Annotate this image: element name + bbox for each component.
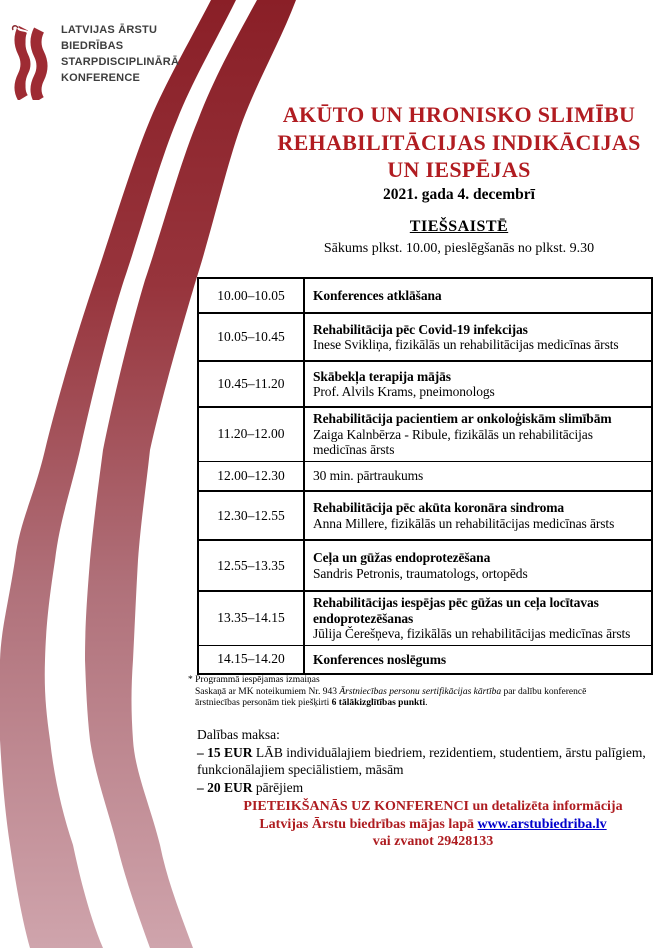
fees-heading: Dalības maksa: (197, 727, 280, 742)
logo-text-line: KONFERENCE (61, 72, 141, 84)
session-speaker: Anna Millere, fizikālās un rehabilitācijas medicīnas ārsts (313, 515, 615, 531)
session-cell (304, 645, 652, 674)
time-cell: 12.55–13.35 (198, 540, 304, 591)
logo-mark-icon (8, 16, 54, 100)
organization-logo (8, 16, 179, 100)
credit-points: 6 tālākizglītības punkti (331, 698, 426, 708)
fee-amount: – 20 EUR (197, 779, 253, 795)
logo-text-line: BIEDRĪBAS (61, 40, 124, 52)
session-cell (304, 461, 652, 491)
time-cell: 10.00–10.05 (198, 278, 304, 313)
schedule-row (198, 361, 652, 407)
title-line-1: AKŪTO UN HRONISKO SLIMĪBU (282, 102, 636, 127)
registration-line-2: Latvijas Ārstu biedrības mājas lapā www.arstubiedriba.lv (259, 816, 607, 832)
footnote-line-2: Saskaņā ar MK noteikumiem Nr. 943 Ārstniecības personu sertifikācijas kārtība par dalību konferencē (195, 686, 587, 697)
logo-text-line: STARPDISCIPLINĀRĀ (61, 56, 180, 68)
fees-section (197, 726, 649, 796)
schedule-row (198, 591, 652, 645)
session-speaker: Zaiga Kalnbērza - Ribule, fizikālās un rehabilitācijas medicīnas ārsts (313, 426, 593, 457)
schedule-row (198, 278, 652, 313)
start-info: Sākums plkst. 10.00, pieslēgšanās no plkst. 9.30 (323, 241, 595, 256)
session-title: Konferences atklāšana (313, 287, 442, 303)
program-footnote (188, 675, 662, 710)
registration-line-1: PIETEIKŠANĀS UZ KONFERENCI un detalizēta informācija (243, 799, 623, 814)
session-title: Rehabilitācija pēc akūta koronāra sindroma (313, 500, 565, 515)
fee-item-members: – 15 EUR LĀB individuālajiem biedriem, rezidentiem, studentiem, ārstu palīgiem, funkcionālajiem speciālistiem, māsām (197, 744, 646, 777)
title-line-2: REHABILITĀCIJAS INDIKĀCIJAS (277, 129, 641, 155)
session-title: Ceļa un gūžas endoprotezēšana (313, 550, 491, 565)
page-title (252, 101, 666, 184)
time-cell: 14.15–14.20 (198, 645, 304, 674)
session-speaker: Prof. Alvils Krams, pneimonologs (313, 384, 495, 399)
time-cell: 12.30–12.55 (198, 491, 304, 540)
session-speaker: Inese Svikliņa, fizikālās un rehabilitācijas medicīnas ārsts (313, 337, 619, 352)
session-title: Konferences noslēgums (313, 651, 447, 667)
session-title: Rehabilitācijas iespējas pēc gūžas un ceļa locītavas endoprotezēšanas (313, 595, 599, 626)
schedule-table (197, 277, 653, 675)
session-cell (304, 313, 652, 361)
session-title: Skābekļa terapija mājās (313, 368, 451, 384)
session-cell (304, 540, 652, 591)
event-mode (252, 218, 666, 236)
registration-section (197, 798, 669, 851)
session-title: 30 min. pārtraukums (313, 468, 424, 483)
footnote-line-1: * Programmā iespējamas izmaiņas (188, 675, 320, 685)
time-cell: 10.05–10.45 (198, 313, 304, 361)
session-cell (304, 361, 652, 407)
website-link[interactable]: www.arstubiedriba.lv (477, 816, 607, 832)
session-cell (304, 591, 652, 645)
session-title: Rehabilitācija pēc Covid-19 infekcijas (313, 321, 528, 337)
schedule-row (198, 645, 652, 674)
schedule-row (198, 461, 652, 491)
logo-text (61, 16, 179, 86)
title-line-3: UN IESPĒJAS (387, 157, 531, 182)
schedule-row (198, 540, 652, 591)
logo-text-line: LATVIJAS ĀRSTU (61, 24, 158, 36)
event-mode-label: TIEŠSAISTĒ (409, 218, 509, 235)
time-cell: 13.35–14.15 (198, 591, 304, 645)
time-cell: 12.00–12.30 (198, 461, 304, 491)
schedule-row (198, 491, 652, 540)
session-cell (304, 278, 652, 313)
event-date: 2021. gada 4. decembrī (383, 186, 535, 203)
session-cell (304, 407, 652, 461)
registration-phone: vai zvanot 29428133 (372, 834, 494, 849)
schedule-row (198, 407, 652, 461)
session-cell (304, 491, 652, 540)
regulation-title: Ārstniecības personu sertifikācijas kārtība (339, 686, 502, 697)
footnote-line-3: ārstniecības personām tiek piešķirti 6 tālākizglītības punkti. (195, 698, 428, 708)
session-speaker: Sandris Petronis, traumatologs, ortopēds (313, 565, 528, 581)
fee-amount: – 15 EUR (197, 744, 253, 760)
time-cell: 11.20–12.00 (198, 407, 304, 461)
time-cell: 10.45–11.20 (198, 361, 304, 407)
schedule-row (198, 313, 652, 361)
fee-item-others: – 20 EUR pārējiem (197, 779, 304, 795)
session-title: Rehabilitācija pacientiem ar onkoloģiskām slimībām (313, 411, 612, 426)
session-speaker: Jūlija Čerešņeva, fizikālās un rehabilitācijas medicīnas ārsts (313, 626, 631, 641)
